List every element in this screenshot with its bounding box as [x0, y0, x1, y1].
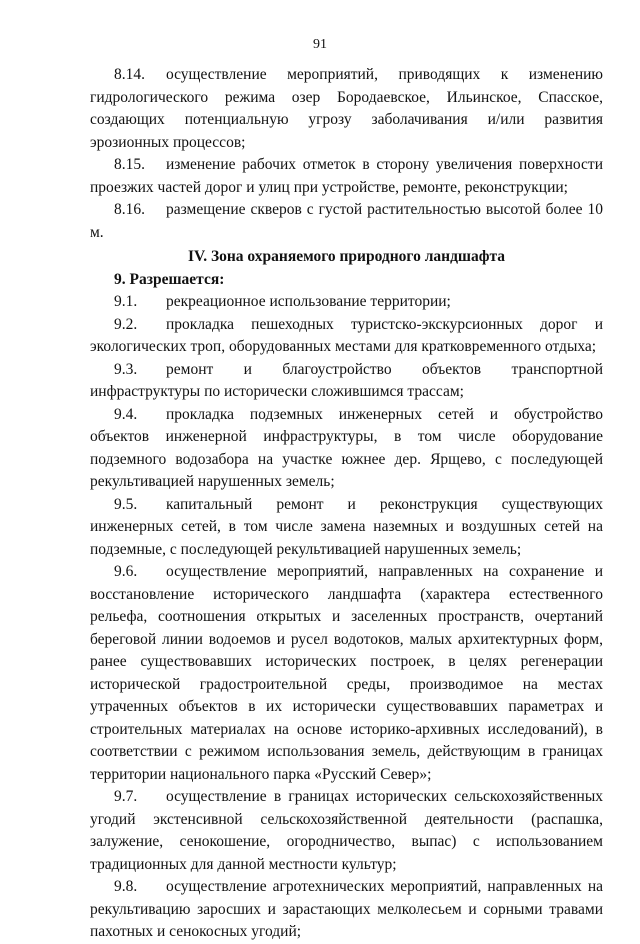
clause-number: 9.7.: [114, 788, 138, 805]
section-heading: IV. Зона охраняемого природного ландшафта: [187, 248, 506, 265]
clause-text: ремонт и благоустройство объектов транспортной инфраструктуры по исторически сложившимся трассам;: [90, 360, 603, 400]
clause-8-16: [90, 199, 603, 244]
clause-number: 9.4.: [114, 405, 138, 423]
clause-9-2: [90, 314, 603, 359]
clause-9-5: [90, 494, 603, 562]
clause-text: прокладка пешеходных туристско-экскурсионных дорог и экологических троп, оборудованных местами для кратковременного отдыха;: [90, 315, 603, 355]
clause-text: размещение скверов с густой растительностью высотой более 10 м.: [90, 201, 603, 241]
clause-number: 8.16.: [114, 201, 145, 218]
clause-number: 9.1.: [114, 293, 138, 310]
clause-text: капитальный ремонт и реконструкция существующих инженерных сетей, в том числе замена наземных и воздушных сетей на подземные, с последующей рекультивацией нарушенных земель;: [90, 495, 603, 558]
clause-text: осуществление в границах исторических сельскохозяйственных угодий экстенсивной сельскохозяйственной деятельности (распашка, залужение, сенокошение, огородничество, выпас) с использованием традиционных для данной местности культур;: [90, 788, 603, 873]
clause-text: изменение рабочих отметок в сторону увеличения поверхности проезжих частей дорог и улиц при устройстве, ремонте, реконструкции;: [90, 156, 603, 196]
clause-9-7: [90, 786, 603, 876]
clause-9-6: [90, 561, 603, 786]
clause-text: осуществление мероприятий, направленных на сохранение и восстановление исторического ландшафта (характера естественного рельефа, соотношения открытых и заселенных пространств, очертаний береговой линии водоемов и русел водотоков, малых архитектурных форм, ранее существовавших исторических построек, в целях регенерации исторической градостроительной среды, производимое на местах утраченных объектов в их исторически существовавших параметрах и строительных материалах на основе историко-архивных исследований), в соответствии с режимом использования земель, действующим в границах территории национального парка «Русский Север»;: [90, 563, 603, 783]
clause-9-3: [90, 359, 603, 404]
clause-number: 9.3.: [114, 360, 138, 378]
subheading: 9. Разрешается:: [114, 270, 225, 288]
clause-9-1: [90, 291, 603, 314]
page-number: 91: [313, 37, 327, 52]
clause-8-15: [90, 154, 603, 199]
clause-9-8: [90, 876, 603, 944]
clause-text: осуществление мероприятий, приводящих к изменению гидрологического режима озер Бородаевское, Ильинское, Спасское, создающих потенциальную угрозу заболачивания и/или развития эрозионных процессов;: [90, 66, 603, 151]
clause-number: 9.2.: [114, 315, 138, 333]
clause-number: 8.14.: [114, 66, 145, 83]
clause-number: 9.6.: [114, 563, 138, 580]
clause-number: 9.5.: [114, 495, 138, 513]
document-body: [90, 64, 603, 944]
clause-number: 9.8.: [114, 878, 138, 895]
clause-number: 8.15.: [114, 156, 145, 173]
clause-8-14: [90, 64, 603, 154]
clause-text: рекреационное использование территории;: [166, 293, 451, 310]
clause-text: осуществление агротехнических мероприятий, направленных на рекультивацию заросших и зарастающих мелколесьем и сорными травами пахотных и сенокосных угодий;: [90, 878, 603, 940]
clause-9-4: [90, 404, 603, 494]
clause-text: прокладка подземных инженерных сетей и обустройство объектов инженерной инфраструктуры, в том числе оборудование подземного водозабора на участке южнее дер. Ярщево, с последующей рекультивацией нарушенных земель;: [90, 405, 603, 490]
